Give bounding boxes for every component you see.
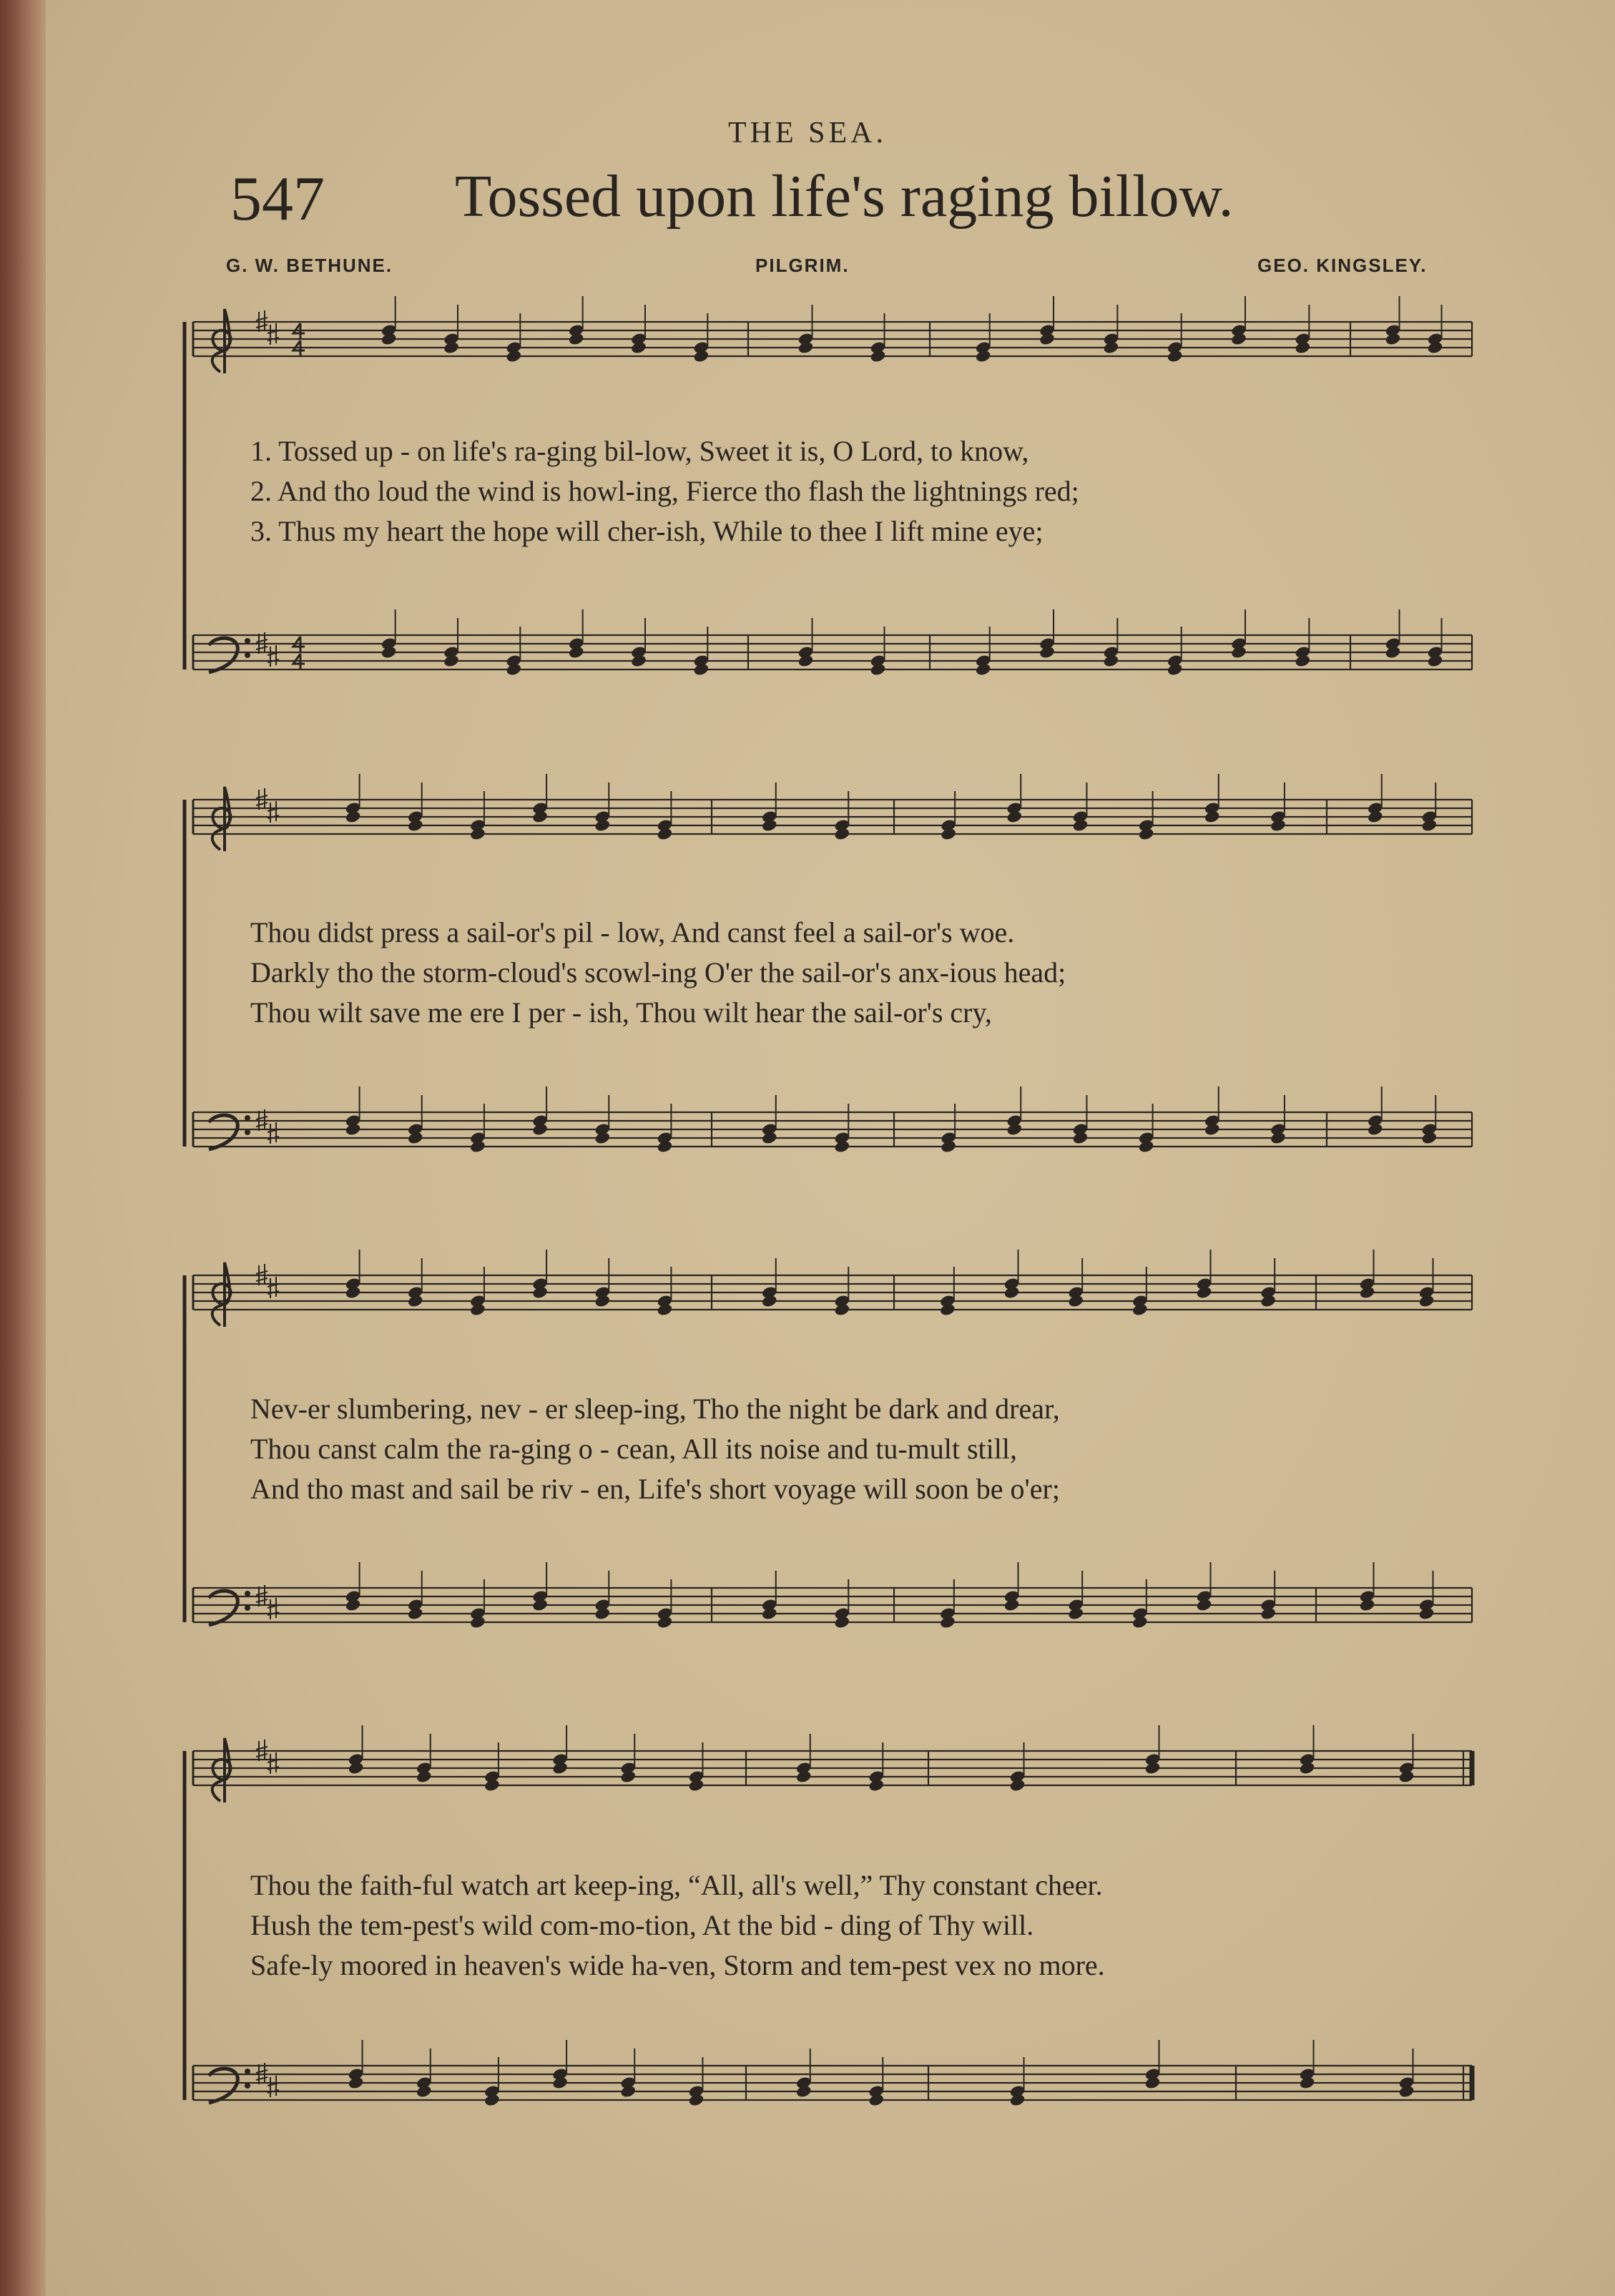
lyric-line: Hush the tem-pest's wild com-mo-tion, At the bid - ding of Thy will. [250,1909,1034,1941]
sharp-sign [267,323,279,345]
bass-clef-dot [245,1591,250,1596]
lyric-line: Darkly tho the storm-cloud's scowl-ing O'er the sail-or's anx-ious head; [250,956,1066,988]
lyric-line: Safe-ly moored in heaven's wide ha-ven, Storm and tem-pest vex no more. [250,1949,1105,1981]
sharp-sign [267,801,279,823]
lyric-line: Thou the faith-ful watch art keep-ing, “All, all's well,” Thy constant cheer. [250,1869,1103,1901]
bass-clef-dot [245,652,250,658]
hymn-title: Tossed upon life's raging billow. [455,163,1234,230]
tune-name: PILGRIM. [755,255,850,276]
sharp-sign [267,1752,279,1774]
sharp-sign [267,1277,279,1298]
sharp-sign [267,2076,279,2097]
lyric-line: Thou didst press a sail-or's pil - low, And canst feel a sail-or's woe. [250,916,1015,948]
bass-clef-dot [245,638,250,644]
hymn-number: 547 [230,165,325,234]
bass-clef-dot [245,2083,250,2089]
treble-clef [212,787,231,851]
lyric-line: 1. Tossed up - on life's ra-ging bil-low, Sweet it is, O Lord, to know, [250,435,1029,467]
author-credit: G. W. BETHUNE. [226,255,393,276]
lyric-line: Thou wilt save me ere I per - ish, Thou wilt hear the sail-or's cry, [250,996,992,1029]
sharp-sign [267,1598,279,1619]
treble-clef [212,1738,231,1802]
sharp-sign [267,1122,279,1144]
lyric-line: And tho mast and sail be riv - en, Life's short voyage will soon be o'er; [250,1473,1060,1505]
treble-clef [212,309,231,373]
bass-clef-dot [245,2069,250,2074]
lyric-line: 2. And tho loud the wind is howl-ing, Fierce tho flash the lightnings red; [250,475,1079,507]
composer-credit: GEO. KINGSLEY. [1257,255,1428,276]
bass-clef-dot [245,1605,250,1611]
lyric-line: Nev-er slumbering, nev - er sleep-ing, Tho the night be dark and drear, [250,1393,1060,1425]
bass-clef-dot [245,1115,250,1121]
lyric-line: 3. Thus my heart the hope will cher-ish, While to thee I lift mine eye; [250,515,1044,547]
treble-clef [212,1262,231,1327]
running-head: THE SEA. [728,117,887,149]
sharp-sign [267,645,279,667]
lyric-line: Thou canst calm the ra-ging o - cean, All its noise and tu-mult still, [250,1433,1017,1465]
bass-clef-dot [245,1129,250,1135]
